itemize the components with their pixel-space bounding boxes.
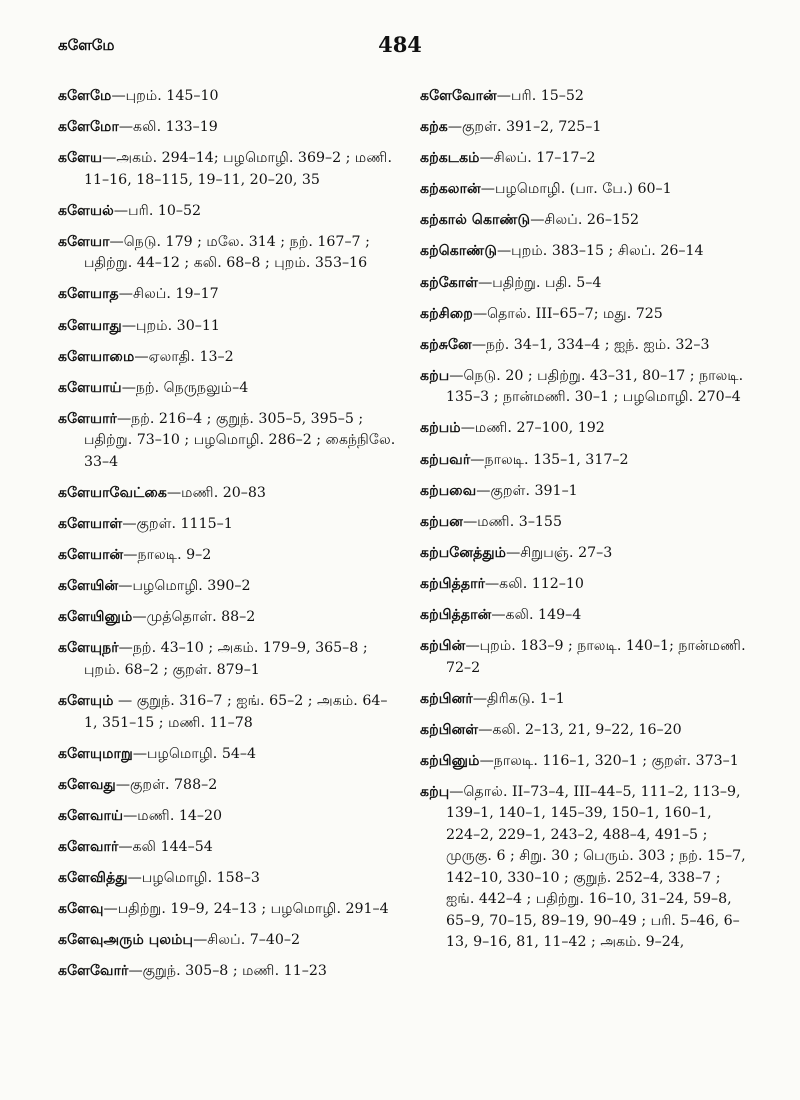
index-entry bbox=[58, 744, 398, 766]
index-entry bbox=[58, 607, 398, 629]
index-entry bbox=[420, 117, 750, 139]
entry-references: —சிலப். 7–40–2 bbox=[193, 932, 301, 949]
entry-headword: களேவார் bbox=[58, 838, 119, 855]
entry-headword: களேயார் bbox=[58, 410, 117, 427]
entry-references: —புறம். 30–11 bbox=[121, 317, 220, 334]
page-number: 484 bbox=[378, 32, 422, 57]
entry-references: —புறம். 145–10 bbox=[111, 88, 219, 104]
entry-headword: கற்பினள் bbox=[420, 721, 479, 738]
entry-references: —குறள். 391–1 bbox=[476, 482, 578, 499]
entry-references: —பழமொழி. 54–4 bbox=[132, 745, 257, 762]
entry-references: —மணி. 27–100, 192 bbox=[460, 420, 605, 437]
index-entry bbox=[58, 930, 398, 952]
entry-references: —நற். 34–1, 334–4 ; ஐந். ஐம். 32–3 bbox=[471, 336, 710, 353]
index-entry bbox=[58, 638, 398, 681]
entry-headword: களேயான் bbox=[58, 547, 124, 564]
entry-headword: களேவோர் bbox=[58, 963, 129, 980]
entry-references: —சிலப். 26–152 bbox=[530, 212, 640, 229]
index-entry bbox=[58, 806, 398, 828]
entry-headword: களேமே bbox=[58, 88, 112, 104]
entry-references: —கலி. 112–10 bbox=[484, 575, 584, 592]
entry-references: —புறம். 183–9 ; நாலடி. 140–1; நான்மணி. 72–2 bbox=[446, 638, 746, 676]
index-entry bbox=[58, 837, 398, 859]
entry-references: —நற். 216–4 ; குறுந். 305–5, 395–5 ; பதிற்று. 73–10 ; பழமொழி. 286–2 ; கைந்நிலே. 33–4 bbox=[84, 410, 396, 470]
entry-headword: களேயாமை bbox=[58, 348, 135, 365]
entry-headword: களேய bbox=[58, 150, 103, 167]
index-entry bbox=[420, 574, 750, 596]
index-entry bbox=[58, 899, 398, 921]
index-entry bbox=[420, 366, 750, 409]
index-entry bbox=[420, 148, 750, 170]
index-entry bbox=[420, 481, 750, 503]
entry-headword: களேயாத bbox=[58, 286, 119, 303]
index-entry bbox=[58, 409, 398, 474]
index-entry bbox=[420, 210, 750, 232]
entry-references: —சிறுபஞ். 27–3 bbox=[506, 544, 613, 561]
index-entry bbox=[420, 751, 750, 773]
entry-references: —நற். 43–10 ; அகம். 179–9, 365–8 ; புறம். 68–2 ; குறள். 879–1 bbox=[84, 640, 368, 678]
entry-headword: களேயும் bbox=[58, 693, 114, 709]
entry-headword: கற்கடகம் bbox=[420, 150, 480, 167]
entry-references: —நெடு. 179 ; மலே. 314 ; நற். 167–7 ; பதிற்று. 44–12 ; கலி. 68–8 ; புறம். 353–16 bbox=[84, 233, 370, 272]
entry-references: —நாலடி. 116–1, 320–1 ; குறள். 373–1 bbox=[479, 752, 739, 769]
entry-references: —நெடு. 20 ; பதிற்று. 43–31, 80–17 ; நாலடி. 135–3 ; நான்மணி. 30–1 ; பழமொழி. 270–4 bbox=[446, 367, 744, 406]
index-entry bbox=[58, 201, 398, 223]
right-column bbox=[420, 86, 750, 964]
entry-references: —நாலடி. 9–2 bbox=[123, 547, 212, 564]
entry-headword: கற்பின் bbox=[420, 638, 466, 655]
entry-headword: கற்பு bbox=[420, 783, 450, 800]
entry-headword: களேயின் bbox=[58, 578, 119, 595]
index-entry bbox=[58, 775, 398, 797]
index-entry bbox=[58, 148, 398, 191]
entry-headword: கற்சுனே bbox=[420, 336, 472, 353]
index-entry bbox=[58, 545, 398, 567]
index-entry bbox=[420, 418, 750, 440]
index-entry bbox=[420, 689, 750, 711]
entry-references: —குறள். 391–2, 725–1 bbox=[447, 119, 602, 136]
entry-references: — குறுந். 316–7 ; ஐங். 65–2 ; அகம். 64–1, 351–15 ; மணி. 11–78 bbox=[84, 693, 388, 731]
entry-references: —திரிகடு. 1–1 bbox=[472, 690, 565, 707]
index-entry bbox=[420, 782, 750, 954]
index-entry bbox=[58, 284, 398, 306]
entry-headword: களேவாய் bbox=[58, 807, 124, 824]
entry-references: —குறள். 788–2 bbox=[115, 776, 218, 793]
index-entry bbox=[420, 450, 750, 472]
entry-references: —பரி. 10–52 bbox=[113, 202, 202, 219]
entry-references: —சிலப். 17–17–2 bbox=[479, 150, 596, 167]
index-entry bbox=[420, 304, 750, 326]
entry-headword: களேயாவேட்கை bbox=[58, 484, 167, 501]
entry-headword: களேவித்து bbox=[58, 869, 128, 886]
index-entry bbox=[420, 273, 750, 295]
entry-references: —பரி. 15–52 bbox=[496, 88, 584, 104]
entry-headword: களேயாய் bbox=[58, 379, 122, 396]
entry-references: —பழமொழி. (பா. பே.) 60–1 bbox=[480, 181, 672, 198]
entry-headword: களேயாது bbox=[58, 317, 122, 334]
entry-headword: கற்பவை bbox=[420, 482, 477, 499]
entry-headword: களேயல் bbox=[58, 202, 114, 219]
entry-references: —மணி. 3–155 bbox=[463, 513, 562, 530]
entry-references: —தொல். II–73–4, III–44–5, 111–2, 113–9, 139–1, 140–1, 145–39, 150–1, 160–1, 224–2, 229–1, 243–2, 488–4, 491–5 ; முருகு. 6 ; சிறு. 30 ; பெரும். 303 ; நற். 15–7, 142–10, 330–10 ; குறுந். 252–4, 338–7 ; ஐங். 442–4 ; பதிற்று. 16–10, 31–24, 59–8, 65–9, 70–15, 89–19, 90–49 ; பரி. 5–46, 6–13, 9–16, 81, 11–42 ; அகம். 9–24, bbox=[446, 783, 746, 951]
entry-headword: கற்கொண்டு bbox=[420, 243, 497, 260]
entry-headword: களேயுநர் bbox=[58, 640, 119, 657]
entry-headword: கற்பினர் bbox=[420, 690, 473, 707]
index-entry bbox=[58, 117, 398, 139]
entry-headword: கற்ப bbox=[420, 367, 450, 384]
entry-headword: கற்பித்தான் bbox=[420, 607, 492, 623]
index-entry bbox=[58, 514, 398, 536]
index-entry bbox=[58, 347, 398, 369]
index-entry bbox=[420, 636, 750, 679]
entry-headword: கற்பன bbox=[420, 513, 464, 530]
index-entry bbox=[58, 576, 398, 598]
entry-headword: கற்பனேத்தும் bbox=[420, 544, 507, 561]
index-entry bbox=[58, 86, 398, 108]
entry-references: —கலி 144–54 bbox=[118, 838, 213, 855]
entry-references: —பதிற்று. பதி. 5–4 bbox=[478, 274, 602, 291]
left-column bbox=[58, 86, 398, 992]
entry-references: —அகம். 294–14; பழமொழி. 369–2 ; மணி. 11–16, 18–115, 19–11, 20–20, 35 bbox=[84, 150, 392, 188]
entry-headword: கற்பம் bbox=[420, 420, 461, 437]
index-entry bbox=[420, 86, 750, 108]
entry-references: —குறுந். 305–8 ; மணி. 11–23 bbox=[128, 963, 327, 980]
index-entry bbox=[58, 961, 398, 983]
index-entry bbox=[58, 232, 398, 275]
entry-references: —தொல். III–65–7; மது. 725 bbox=[472, 305, 663, 322]
entry-references: —நற். நெருநலும்–4 bbox=[121, 379, 249, 396]
entry-references: —குறள். 1115–1 bbox=[122, 516, 233, 533]
index-entry bbox=[58, 316, 398, 338]
entry-headword: களேவோன் bbox=[420, 88, 497, 104]
entry-headword: களேயா bbox=[58, 233, 110, 250]
entry-references: —பழமொழி. 390–2 bbox=[118, 578, 251, 595]
entry-headword: களேமோ bbox=[58, 119, 119, 136]
index-entry bbox=[420, 605, 750, 627]
entry-references: —பதிற்று. 19–9, 24–13 ; பழமொழி. 291–4 bbox=[103, 901, 389, 918]
entry-references: —கலி. 133–19 bbox=[118, 119, 218, 136]
entry-references: —முத்தொள். 88–2 bbox=[132, 609, 256, 626]
index-entry bbox=[58, 483, 398, 505]
entry-references: —ஏலாதி. 13–2 bbox=[134, 348, 234, 365]
index-entry bbox=[420, 335, 750, 357]
entry-headword: களேயுமாறு bbox=[58, 745, 133, 762]
entry-headword: கற்பவர் bbox=[420, 451, 471, 468]
entry-references: —மணி. 20–83 bbox=[166, 484, 266, 501]
index-entry bbox=[420, 543, 750, 565]
entry-references: —நாலடி. 135–1, 317–2 bbox=[470, 451, 629, 468]
entry-headword: கற்க bbox=[420, 119, 448, 136]
entry-references: —சிலப். 19–17 bbox=[118, 286, 219, 303]
index-entry bbox=[58, 691, 398, 734]
entry-headword: களேவு bbox=[58, 901, 104, 918]
index-entry bbox=[58, 378, 398, 400]
entry-references: —கலி. 2–13, 21, 9–22, 16–20 bbox=[478, 721, 682, 738]
entry-references: —புறம். 383–15 ; சிலப். 26–14 bbox=[496, 243, 704, 260]
entry-headword: களேயினும் bbox=[58, 609, 133, 626]
entry-headword: கற்சிறை bbox=[420, 305, 473, 322]
index-entry bbox=[420, 512, 750, 534]
running-head: களேமே bbox=[58, 36, 115, 54]
index-entry bbox=[58, 868, 398, 890]
entry-headword: களேயாள் bbox=[58, 516, 123, 533]
index-entry bbox=[420, 241, 750, 263]
entry-references: —மணி. 14–20 bbox=[123, 807, 223, 824]
entry-references: —பழமொழி. 158–3 bbox=[127, 869, 260, 886]
entry-headword: கற்கோள் bbox=[420, 274, 479, 291]
entry-references: —கலி. 149–4 bbox=[491, 607, 582, 623]
entry-headword: கற்பித்தார் bbox=[420, 575, 485, 592]
entry-headword: கற்கால் கொண்டு bbox=[420, 212, 531, 229]
entry-headword: களேவுஅரும் புலம்பு bbox=[58, 932, 194, 949]
index-entry bbox=[420, 720, 750, 742]
index-entry bbox=[420, 179, 750, 201]
entry-headword: கற்கலான் bbox=[420, 181, 481, 198]
entry-headword: களேவது bbox=[58, 776, 116, 793]
entry-headword: கற்பினும் bbox=[420, 752, 480, 769]
